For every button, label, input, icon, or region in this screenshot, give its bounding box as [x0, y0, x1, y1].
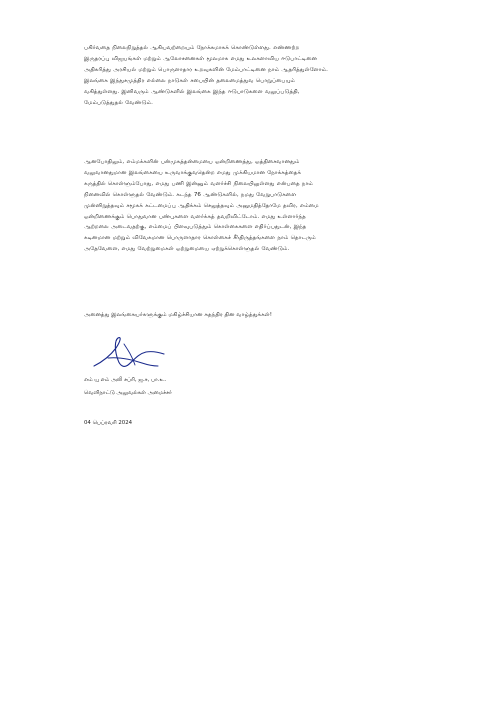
paragraph-line: அதேவேளை, எமது வேற்றுமைகள் ஒற்றுமையை ஏற்றுக்கொள்ளுதல் வேண்டும்.: [84, 246, 290, 253]
paragraph-line: ஆனபோதிலும், எம்மக்களின் பன்முகத்தன்மையை ஒன்றிணைத்து, ஒத்திசைவானதும்: [84, 159, 300, 165]
paragraph-line: பகிர்வதை நிலைநிறுத்தல் ஆகியவற்றையும் நோக்கமாகக் கொண்டுள்ளது. எண்ணற்ற: [84, 45, 300, 51]
paragraph-line: ஆற்றலை அடைவதற்கு, எம்மைப் பிளவுபடுத்தும் கொள்கைகளை எதிர்ப்பதுடன், இந்த: [84, 224, 307, 231]
paragraph-line: இருதரப்பு விஜயங்கள் மற்றும் ஆலோசனைகள் மூலமாக எமது உலகளாவிய ஈடுபாட்டினை: [84, 55, 317, 62]
paragraph-line: இலங்கை இந்துசமுத்திர எல்லை நாடுகள் சபையின் தலைமைத்துவ பொறுப்பையும்: [84, 77, 295, 84]
paragraph-line: ஒன்றிணைக்கும் பொதுவான பண்புகளை வளர்க்கத் தவறிவிட்டோம். எமது உள்ளார்ந்த: [84, 213, 306, 220]
body-paragraph-1: [84, 43, 421, 108]
paragraph-line: வகித்துள்ளது. இனிவரும் ஆண்டுகளில் இலங்கை இந்த ஈடுபாடுகளை வலுப்படுத்தி,: [84, 88, 300, 95]
paragraph-line: மேம்படுத்துதல் வேண்டும்.: [84, 99, 153, 106]
paragraph-line: வலுவானதுமான இலங்கையை உருவாக்குவதென்ற எமது முக்கியமான நோக்கத்தைக்: [84, 169, 302, 176]
paragraph-line: கடினமான மற்றும் விவேகமான பொருளாதார கொள்கைச் சீர்திருத்தங்களை நாம் தொடரும்: [84, 235, 316, 242]
paragraph-line: நினைவில் கொள்ளுதல் வேண்டும். கடந்த 76 ஆண்டுகளில், நமது வேறுபாடுகளை: [84, 191, 297, 198]
signer-name: எம் யு எம் அலி சப்ரி, ஜ.ச, பா.உ.: [84, 377, 167, 383]
paragraph-line: முன்னிறுத்தவும் சமூகக் கட்டமைப்பு ஆதிக்கம் செலுத்தவும் அனுமதித்தோமே தவிர, எம்மை: [84, 202, 319, 209]
closing-greeting: அனைத்து இலங்கையர்களுக்கும் மகிழ்ச்சியான சுதந்திர தின வாழ்த்துக்கள்!: [84, 312, 272, 318]
paragraph-line: கருத்தில் கொள்ளும்போது, எமது பணி இன்னும் வளர்ச்சி நிலையிலுள்ளது என்பதை நாம்: [84, 180, 313, 187]
paragraph-line: அதிகரித்து அரசியல் மற்றும் பொருளாதார உறவுகளின் மேம்பாட்டினை நாம் ஆதரித்துள்ளோம்.: [84, 66, 328, 73]
signature: [88, 332, 168, 372]
body-paragraph-2: [84, 157, 421, 255]
signer-title: வெளிநாட்டு அலுவல்கள் அமைச்சர்: [84, 390, 172, 396]
letter-date: 04 பெப்ரவரி 2024: [84, 420, 133, 426]
